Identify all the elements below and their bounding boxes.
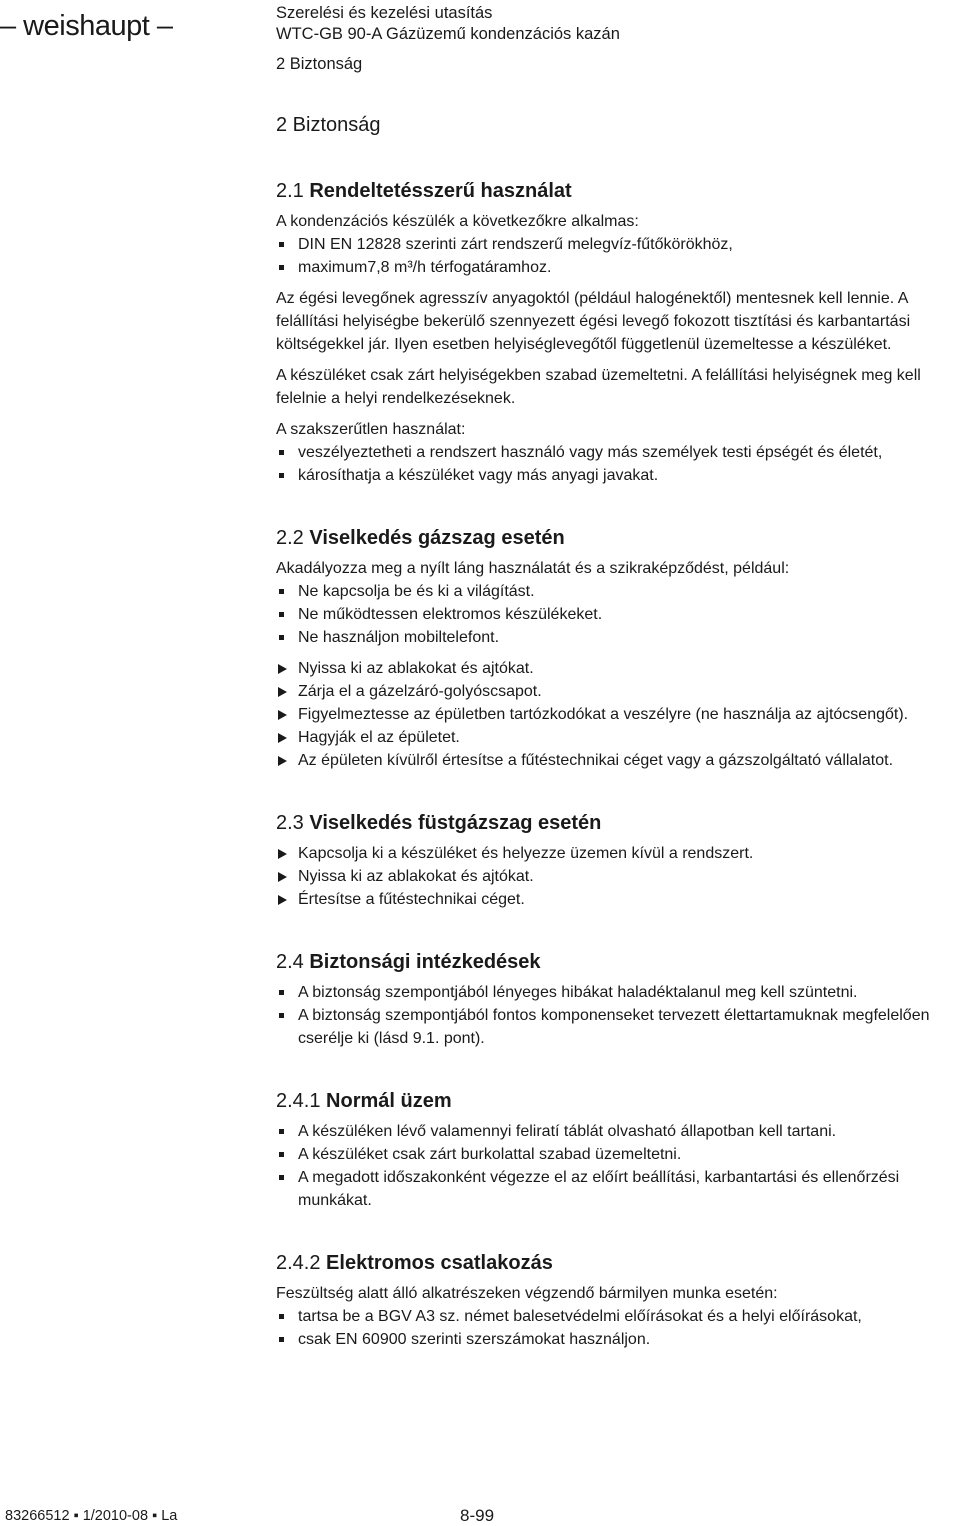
- step-item: Az épületen kívülről értesítse a fűtéstechnikai céget vagy a gázszolgáltató vállalatot.: [276, 749, 956, 772]
- list-item: A biztonság szempontjából fontos komponenseket tervezett élettartamuknak megfelelően cserélje ki (lásd 9.1. pont).: [276, 1004, 956, 1050]
- section-2-4-title: 2.4 Biztonsági intézkedések: [276, 951, 541, 973]
- section-2-4-1-title: 2.4.1 Normál üzem: [276, 1090, 452, 1112]
- step-item: Nyissa ki az ablakokat és ajtókat.: [276, 865, 956, 888]
- weishaupt-logo: – weishaupt –: [0, 10, 173, 42]
- footer-document-number: 83266512 ▪ 1/2010-08 ▪ La: [5, 1508, 178, 1524]
- section-2-1-paragraph-2: A készüléket csak zárt helyiségekben szabad üzemeltetni. A felállítási helyiségnek meg kell felelnie a helyi rendelkezéseknek.: [276, 367, 921, 407]
- step-item: Értesítse a fűtéstechnikai céget.: [276, 888, 956, 911]
- section-2-4-2-title: 2.4.2 Elektromos csatlakozás: [276, 1252, 553, 1274]
- step-item: Hagyják el az épületet.: [276, 726, 956, 749]
- document-subtitle: WTC-GB 90-A Gázüzemű kondenzációs kazán: [276, 25, 620, 43]
- list-item: veszélyeztetheti a rendszert használó vagy más személyek testi épségét és életét,: [276, 441, 956, 464]
- section-2-1-list-2: [276, 441, 956, 487]
- step-item: Zárja el a gázelzáró-golyóscsapot.: [276, 680, 956, 703]
- section-2-2-steps: [276, 657, 956, 772]
- section-2-4-1-list: [276, 1120, 956, 1212]
- step-item: Kapcsolja ki a készüléket és helyezze üzemen kívül a rendszert.: [276, 842, 956, 865]
- section-2-2-list: [276, 580, 956, 649]
- list-item: maximum7,8 m³/h térfogatáramhoz.: [276, 256, 956, 279]
- list-item: károsíthatja a készüléket vagy más anyagi javakat.: [276, 464, 956, 487]
- section-2-1-paragraph-3: A szakszerűtlen használat:: [276, 421, 466, 438]
- section-2-4-2-list: [276, 1305, 956, 1351]
- list-item: Ne használjon mobiltelefont.: [276, 626, 956, 649]
- section-2-3-title: 2.3 Viselkedés füstgázszag esetén: [276, 812, 602, 834]
- section-2-1-intro: A kondenzációs készülék a következőkre alkalmas:: [276, 213, 639, 230]
- section-2-1-title: 2.1 Rendeltetésszerű használat: [276, 180, 572, 202]
- step-item: Figyelmeztesse az épületben tartózkodókat a veszélyre (ne használja az ajtócsengőt).: [276, 703, 956, 726]
- section-2-1-paragraph-1: Az égési levegőnek agresszív anyagoktól (például halogénektől) mentesnek kell lennie. A felállítási helyiségbe bekerülő szennyezett égési levegő fokozott tisztítási és karbantartási költségekkel jár. Ilyen esetben helyiséglevegőtől függetlenül üzemeltesse a készüléket.: [276, 290, 911, 353]
- main-content: [276, 110, 956, 1351]
- list-item: A készüléket csak zárt burkolattal szabad üzemeltetni.: [276, 1143, 956, 1166]
- footer-page-number: 8-99: [460, 1506, 495, 1525]
- section-2-4-list: [276, 981, 956, 1050]
- list-item: Ne kapcsolja be és ki a világítást.: [276, 580, 956, 603]
- chapter-title: 2 Biztonság: [276, 114, 381, 136]
- section-2-1-list: [276, 233, 956, 279]
- section-2-3-steps: [276, 842, 956, 911]
- list-item: Ne működtessen elektromos készülékeket.: [276, 603, 956, 626]
- list-item: A készüléken lévő valamennyi feliratí táblát olvasható állapotban kell tartani.: [276, 1120, 956, 1143]
- step-item: Nyissa ki az ablakokat és ajtókat.: [276, 657, 956, 680]
- list-item: csak EN 60900 szerinti szerszámokat használjon.: [276, 1328, 956, 1351]
- section-2-2-intro: Akadályozza meg a nyílt láng használatát és a szikraképződést, például:: [276, 560, 790, 577]
- section-2-4-2-intro: Feszültség alatt álló alkatrészeken végzendő bármilyen munka esetén:: [276, 1285, 778, 1302]
- list-item: A biztonság szempontjából lényeges hibákat haladéktalanul meg kell szüntetni.: [276, 981, 956, 1004]
- list-item: DIN EN 12828 szerinti zárt rendszerű melegvíz-fűtőkörökhöz,: [276, 233, 956, 256]
- section-2-2-title: 2.2 Viselkedés gázszag esetén: [276, 527, 565, 549]
- header-section: 2 Biztonság: [276, 55, 363, 73]
- list-item: A megadott időszakonként végezze el az előírt beállítási, karbantartási és ellenőrzési munkákat.: [276, 1166, 956, 1212]
- document-title: Szerelési és kezelési utasítás: [276, 4, 493, 22]
- list-item: tartsa be a BGV A3 sz. német balesetvédelmi előírásokat és a helyi előírásokat,: [276, 1305, 956, 1328]
